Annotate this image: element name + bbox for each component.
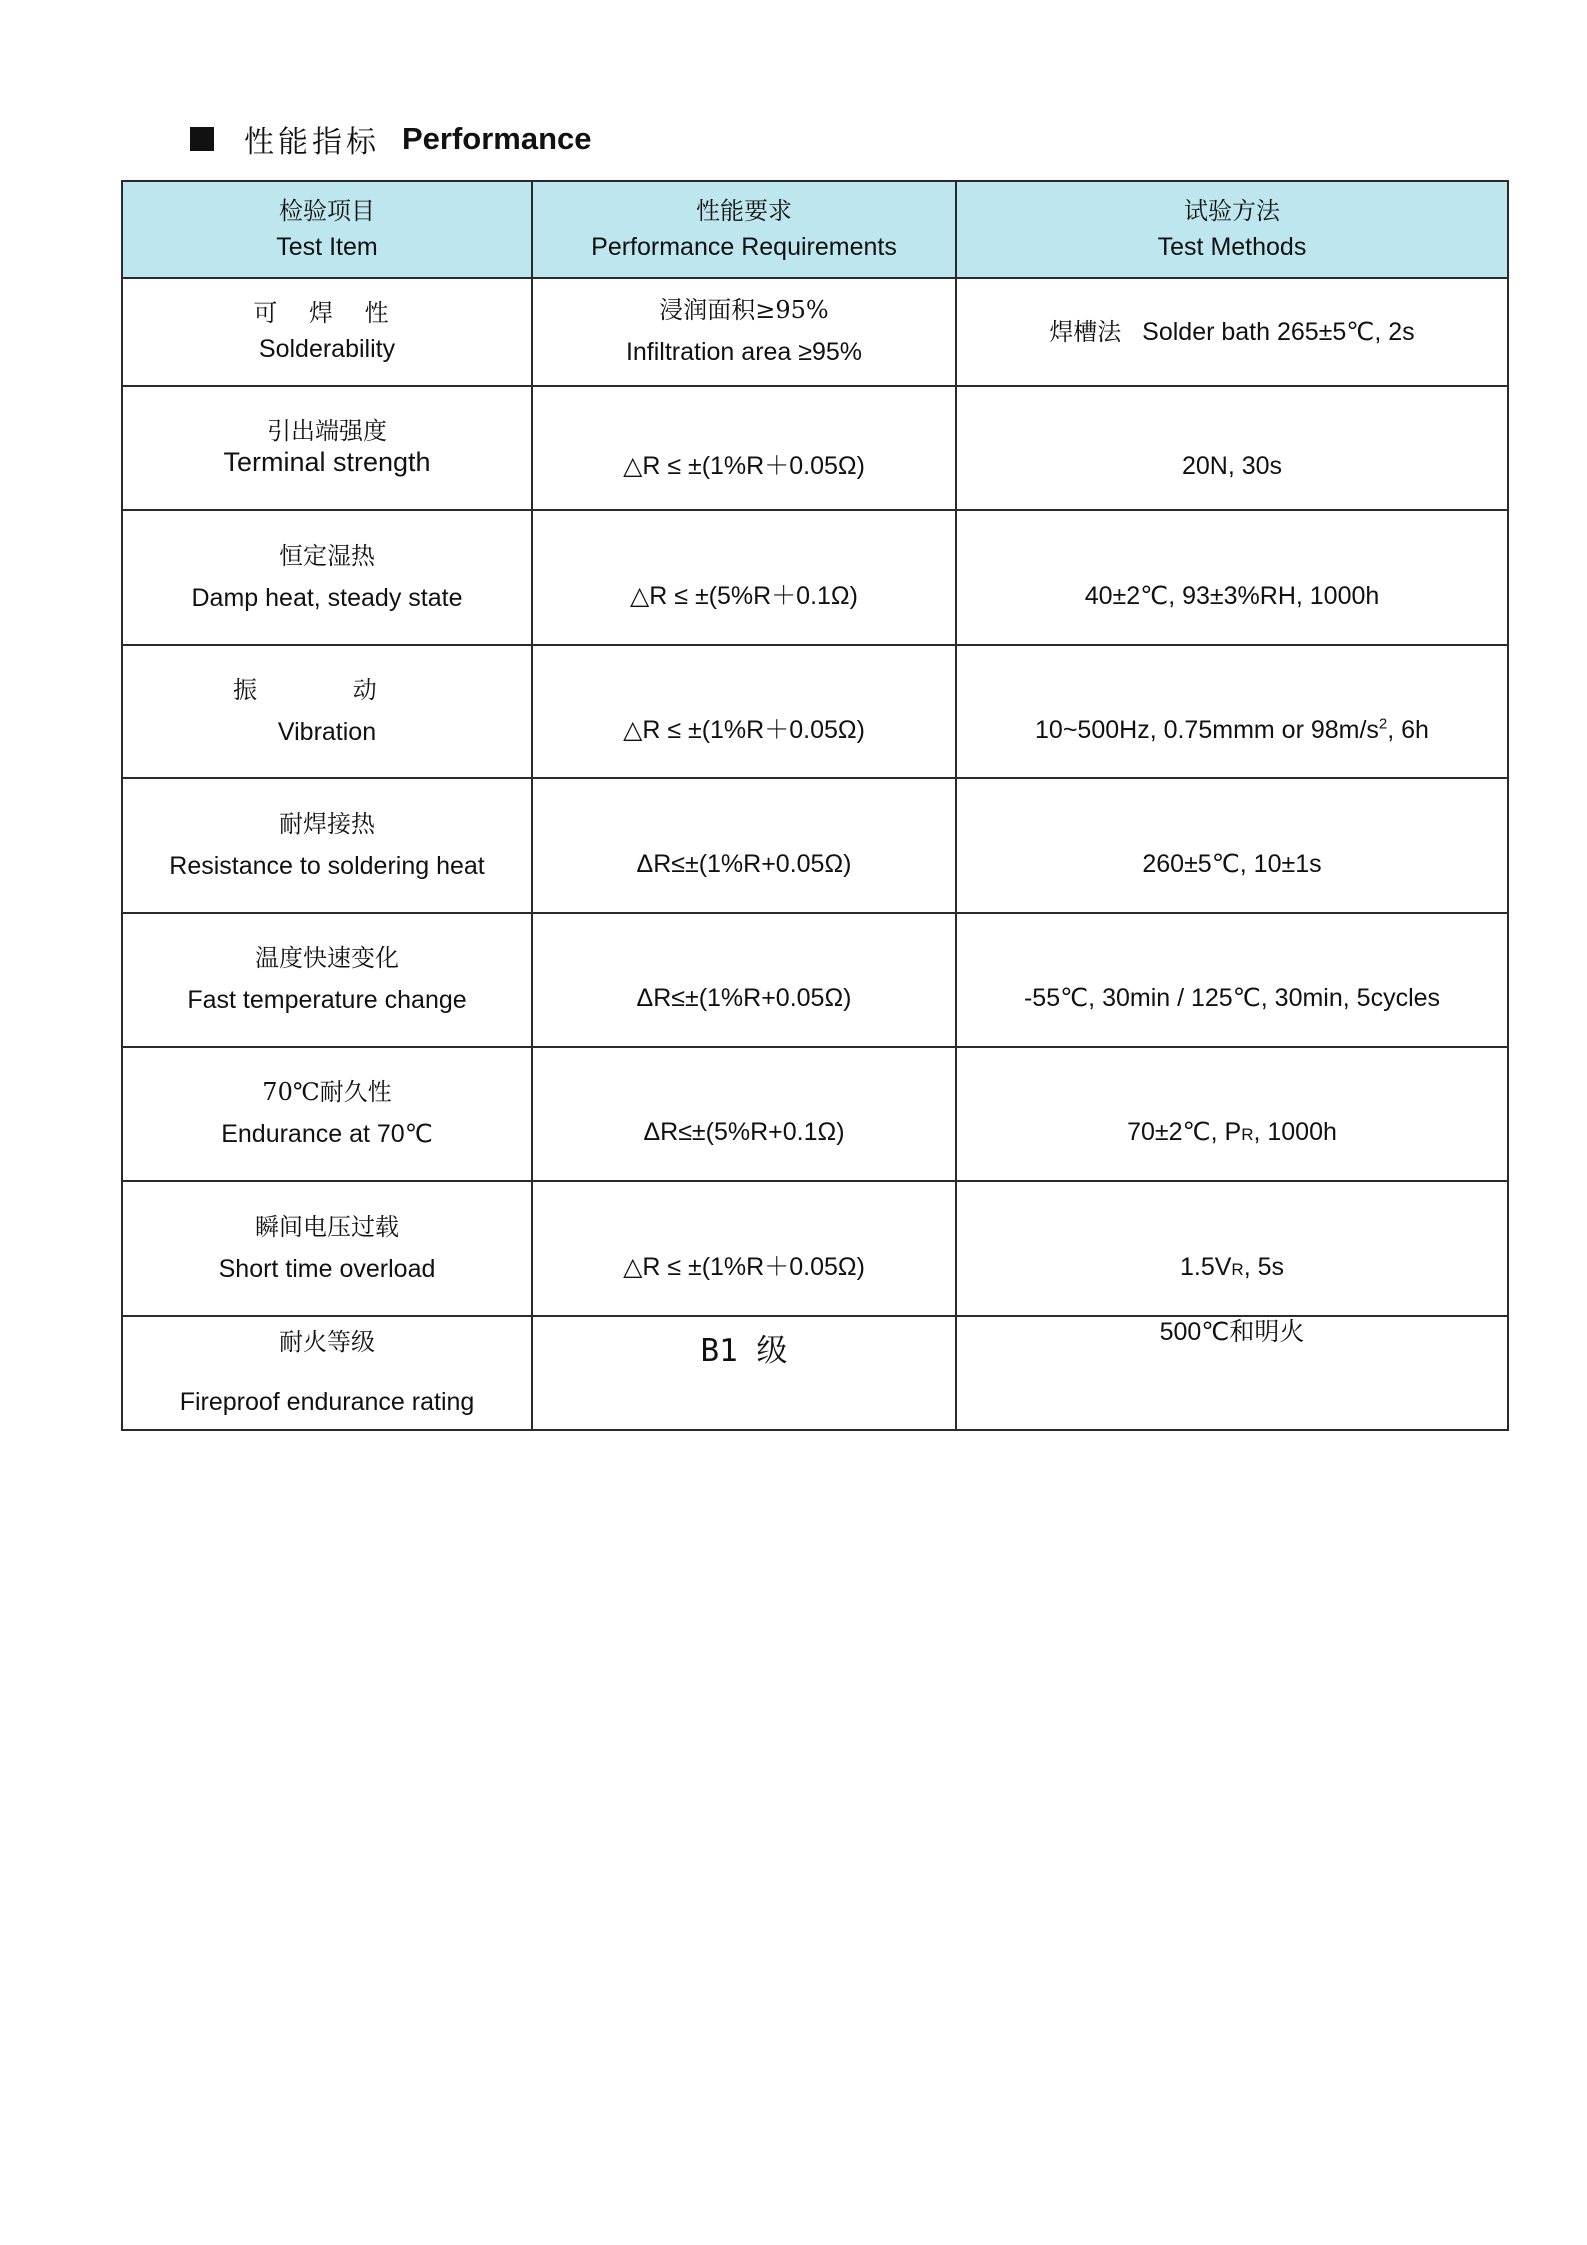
requirement-cell: [532, 1047, 956, 1181]
test-item-cn: 瞬间电压过载: [255, 1212, 399, 1241]
test-item-cell: [122, 510, 532, 645]
test-item-cell: [122, 386, 532, 510]
test-item-en: Short time overload: [218, 1254, 436, 1283]
table-row: [122, 1316, 1508, 1430]
requirement-value: ΔR≤±(1%R+0.05Ω): [636, 849, 852, 878]
test-item-cn: 温度快速变化: [255, 944, 399, 973]
test-item-cn: 可 焊 性: [253, 299, 401, 328]
method-value: -55℃, 30min / 125℃, 30min, 5cycles: [1023, 984, 1441, 1012]
method-cell: [956, 1047, 1508, 1181]
table-row: [122, 778, 1508, 913]
method-value: 20N, 30s: [1181, 452, 1283, 480]
method-value-subscript: R: [1231, 1259, 1244, 1279]
header-label-en: Test Item: [276, 232, 378, 261]
requirement-cell: [532, 1316, 956, 1430]
method-cell: [956, 386, 1508, 510]
method-value-superscript: 2: [1378, 715, 1388, 733]
requirement-value: B1 级: [700, 1333, 788, 1369]
test-item-en: Fast temperature change: [187, 986, 467, 1015]
table-row: [122, 1047, 1508, 1181]
method-cell: [956, 1181, 1508, 1316]
method-value-prefix: 10~500Hz, 0.75mmm or 98m/s: [1035, 715, 1379, 744]
test-item-cell: [122, 913, 532, 1047]
method-value-suffix: , 5s: [1243, 1252, 1284, 1281]
method-value: 260±5℃, 10±1s: [1142, 849, 1322, 878]
test-item-cn: 恒定湿热: [279, 541, 375, 570]
test-item-cn: 70℃耐久性: [262, 1078, 392, 1107]
method-value-subscript: R: [1241, 1125, 1254, 1144]
test-item-cell: [122, 778, 532, 913]
method-cell: [956, 913, 1508, 1047]
requirement-value: △R ≤ ±(1%R＋0.05Ω): [623, 1252, 865, 1281]
table-header-row: [122, 181, 1508, 278]
performance-table: [121, 180, 1509, 1431]
test-item-cn: 引出端强度: [267, 417, 387, 446]
header-label-cn: 检验项目: [279, 196, 375, 225]
header-label-en: Performance Requirements: [591, 232, 897, 261]
table-row: [122, 278, 1508, 386]
test-item-cell: [122, 645, 532, 778]
requirement-cell: [532, 386, 956, 510]
method-value-suffix: , 1000h: [1253, 1118, 1337, 1146]
method-cell: [956, 510, 1508, 645]
table-row: [122, 510, 1508, 645]
test-item-en: Solderability: [258, 335, 396, 364]
test-item-cn: 耐火等级: [279, 1328, 375, 1357]
method-value: 500℃和明火: [1159, 1318, 1305, 1346]
test-item-cn: 振 动: [233, 675, 421, 704]
requirement-cn: 浸润面积≥95%: [659, 296, 829, 325]
requirement-value: ΔR≤±(1%R+0.05Ω): [636, 984, 852, 1012]
test-item-en: Resistance to soldering heat: [169, 851, 485, 880]
header-label-en: Test Methods: [1157, 232, 1307, 261]
test-item-cell: [122, 1181, 532, 1316]
method-value: 40±2℃, 93±3%RH, 1000h: [1084, 581, 1380, 610]
test-item-cell: [122, 1047, 532, 1181]
method-value-prefix: 70±2℃, P: [1127, 1118, 1242, 1146]
test-item-en: Terminal strength: [223, 447, 431, 478]
section-title-cn: 性能指标: [244, 125, 380, 160]
method-cell: [956, 778, 1508, 913]
method-cn: 焊槽法: [1049, 318, 1122, 346]
requirement-value: ΔR≤±(5%R+0.1Ω): [643, 1118, 845, 1146]
requirement-cell: [532, 913, 956, 1047]
requirement-value: △R ≤ ±(1%R＋0.05Ω): [623, 452, 865, 480]
section-title-en: Performance: [402, 121, 592, 156]
table-row: [122, 386, 1508, 510]
test-item-en: Damp heat, steady state: [191, 583, 463, 612]
requirement-cell: [532, 1181, 956, 1316]
section-heading: [190, 117, 592, 161]
method-value-prefix: 1.5V: [1179, 1252, 1232, 1281]
method-cell: [956, 645, 1508, 778]
method-en: Solder bath 265±5℃, 2s: [1142, 318, 1415, 346]
header-label-cn: 试验方法: [1184, 196, 1280, 225]
test-item-en: Endurance at 70℃: [221, 1120, 433, 1149]
header-test-item: [122, 181, 532, 278]
test-item-en: Fireproof endurance rating: [179, 1388, 475, 1417]
requirement-cell: [532, 778, 956, 913]
header-test-methods: [956, 181, 1508, 278]
requirement-cell: [532, 278, 956, 386]
table-row: [122, 645, 1508, 778]
header-label-cn: 性能要求: [696, 196, 792, 225]
requirement-value: △R ≤ ±(1%R＋0.05Ω): [623, 715, 865, 744]
requirement-cell: [532, 510, 956, 645]
test-item-cell: [122, 1316, 532, 1430]
method-cell: [956, 1316, 1508, 1430]
method-cell: [956, 278, 1508, 386]
requirement-en: Infiltration area ≥95%: [625, 338, 863, 367]
requirement-cell: [532, 645, 956, 778]
table-row: [122, 913, 1508, 1047]
test-item-cn: 耐焊接热: [279, 809, 375, 838]
header-performance-requirements: [532, 181, 956, 278]
method-value-suffix: , 6h: [1387, 715, 1429, 744]
square-bullet-icon: [190, 127, 214, 151]
test-item-en: Vibration: [277, 717, 377, 746]
table-row: [122, 1181, 1508, 1316]
requirement-value: △R ≤ ±(5%R＋0.1Ω): [630, 581, 858, 610]
test-item-cell: [122, 278, 532, 386]
